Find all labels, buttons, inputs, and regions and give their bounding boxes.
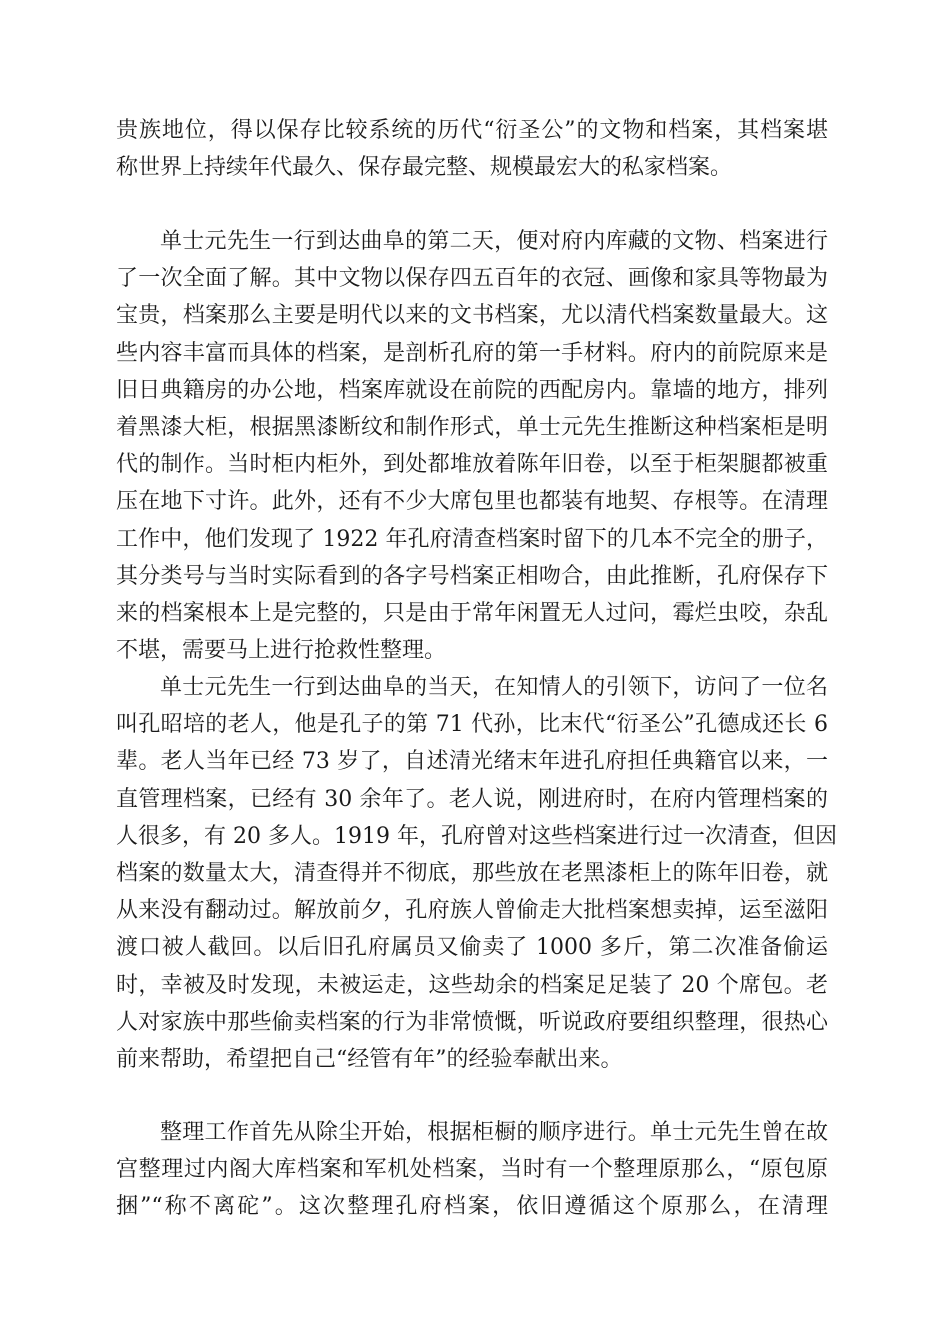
text-line: 代的制作。当时柜内柜外，到处都堆放着陈年旧卷，以至于柜架腿都被重 <box>116 452 828 478</box>
text-line: 捆”“称不离砣”。这次整理孔府档案，依旧遵循这个原那么，在清理 <box>116 1194 828 1220</box>
text-line: 旧日典籍房的办公地，档案库就设在前院的西配房内。靠墙的地方，排列 <box>116 377 828 403</box>
text-line: 其分类号与当时实际看到的各字号档案正相吻合，由此推断，孔府保存下 <box>116 563 828 589</box>
paragraph-4 <box>116 1114 828 1226</box>
text-line: 压在地下寸许。此外，还有不少大席包里也都装有地契、存根等。在清理 <box>116 489 828 515</box>
text-line: 着黑漆大柜，根据黑漆断纹和制作形式，单士元先生推断这种档案柜是明 <box>116 414 828 440</box>
text-line: 些内容丰富而具体的档案，是剖析孔府的第一手材料。府内的前院原来是 <box>116 340 828 366</box>
text-line: 单士元先生一行到达曲阜的第二天，便对府内库藏的文物、档案进行 <box>160 229 828 254</box>
text-line: 时，幸被及时发现，未被运走，这些劫余的档案足足装了 20 个席包。老 <box>116 972 828 998</box>
text-line: 渡口被人截回。以后旧孔府属员又偷卖了 1000 多斤，第二次准备偷运 <box>116 935 828 961</box>
text-line: 前来帮助，希望把自己“经管有年”的经验奉献出来。 <box>116 1046 623 1072</box>
text-line: 叫孔昭培的老人，他是孔子的第 71 代孙，比末代“衍圣公”孔德成还长 6 <box>116 712 828 738</box>
text-line: 贵族地位，得以保存比较系统的历代“衍圣公”的文物和档案，其档案堪 <box>116 118 828 143</box>
text-line: 人对家族中那些偷卖档案的行为非常愤慨，听说政府要组织整理，很热心 <box>116 1009 828 1035</box>
text-line: 不堪，需要马上进行抢救性整理。 <box>116 638 447 664</box>
text-line: 档案的数量太大，清查得并不彻底，那些放在老黑漆柜上的陈年旧卷，就 <box>116 860 828 886</box>
text-line: 工作中，他们发现了 1922 年孔府清查档案时留下的几本不完全的册子， <box>116 526 828 552</box>
text-line: 了一次全面了解。其中文物以保存四五百年的衣冠、画像和家具等物最为 <box>116 266 828 292</box>
text-line: 辈。老人当年已经 73 岁了，自述清光绪末年进孔府担任典籍官以来，一 <box>116 749 828 775</box>
paragraph-2 <box>116 223 828 669</box>
text-line: 单士元先生一行到达曲阜的当天，在知情人的引领下，访问了一位名 <box>160 675 828 700</box>
text-line: 宝贵，档案那么主要是明代以来的文书档案，尤以清代档案数量最大。这 <box>116 303 828 329</box>
text-line: 来的档案根本上是完整的，只是由于常年闲置无人过问，霉烂虫咬，杂乱 <box>116 600 828 626</box>
text-line: 人很多，有 20 多人。1919 年，孔府曾对这些档案进行过一次清查，但因 <box>116 823 837 849</box>
paragraph-1 <box>116 112 828 186</box>
text-line: 从来没有翻动过。解放前夕，孔府族人曾偷走大批档案想卖掉，运至滋阳 <box>116 898 828 924</box>
text-line: 整理工作首先从除尘开始，根据柜橱的顺序进行。单士元先生曾在故 <box>160 1120 828 1145</box>
text-line: 称世界上持续年代最久、保存最完整、规模最宏大的私家档案。 <box>116 155 733 181</box>
paragraph-3 <box>116 669 837 1078</box>
text-line: 直管理档案，已经有 30 余年了。老人说，刚进府时，在府内管理档案的 <box>116 786 828 812</box>
text-line: 宫整理过内阁大库档案和军机处档案，当时有一个整理原那么，“原包原 <box>116 1157 828 1183</box>
